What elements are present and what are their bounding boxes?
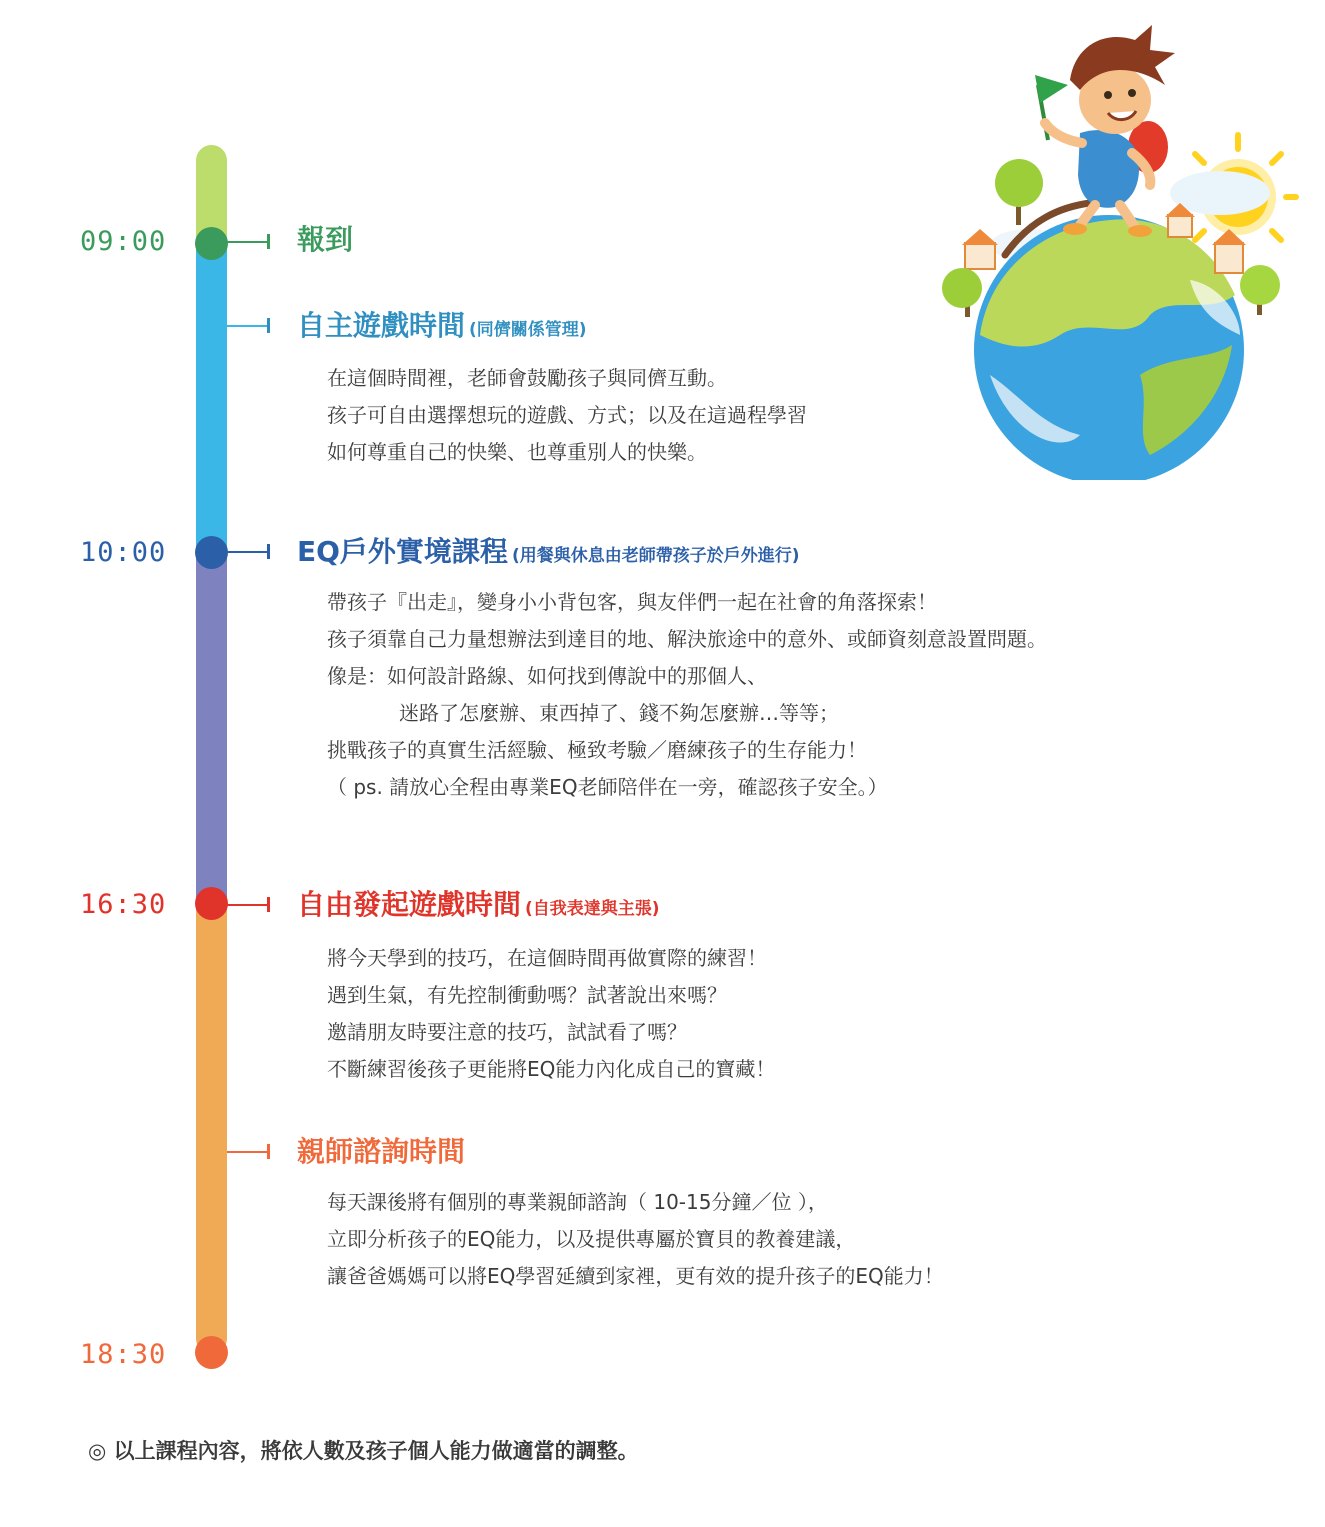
heading-initiated-play-subtitle: (自我表達與主張) — [525, 899, 660, 919]
connector-tick-free-play — [267, 318, 270, 333]
description-line: （ ps. 請放心全程由專業EQ老師陪伴在一旁，確認孩子安全。） — [327, 775, 888, 799]
boy-icon — [1035, 25, 1175, 237]
boy-on-globe-illustration — [920, 15, 1300, 480]
connector-checkin — [227, 241, 269, 243]
description-line: 立即分析孩子的EQ能力，以及提供專屬於寶貝的教養建議， — [327, 1227, 856, 1251]
description-line: 迷路了怎麼辦、東西掉了、錢不夠怎麼辦…等等； — [399, 701, 839, 725]
house-icon — [1212, 229, 1246, 273]
heading-consultation-title: 親師諮詢時間 — [297, 1135, 466, 1168]
time-label-0900: 09:00 — [80, 226, 167, 257]
description-line: 孩子可自由選擇想玩的遊戲、方式；以及在這過程學習 — [327, 403, 807, 427]
heading-eq-outdoor-title: EQ戶外實境課程 — [297, 535, 508, 568]
tree-icon — [1240, 265, 1280, 315]
description-line: 讓爸爸媽媽可以將EQ學習延續到家裡，更有效的提升孩子的EQ能力！ — [327, 1264, 944, 1288]
timeline-segment-orange — [196, 904, 227, 1354]
timeline-segment-purple — [196, 553, 227, 904]
description-line: 帶孩子『出走』，變身小小背包客，與友伴們一起在社會的角落探索！ — [327, 590, 937, 614]
connector-eq-outdoor — [227, 551, 269, 553]
heading-checkin — [297, 223, 353, 257]
heading-initiated-play-title: 自由發起遊戲時間 — [297, 888, 522, 921]
description-initiated-play — [327, 940, 775, 1088]
timeline-node-1830 — [195, 1336, 228, 1369]
connector-initiated-play — [227, 904, 269, 906]
tree-icon — [942, 268, 982, 317]
connector-tick-checkin — [267, 234, 270, 249]
heading-eq-outdoor-subtitle: (用餐與休息由老師帶孩子於戶外進行) — [511, 546, 800, 566]
description-line: 如何尊重自己的快樂、也尊重別人的快樂。 — [327, 440, 707, 464]
description-line: 遇到生氣，有先控制衝動嗎？試著說出來嗎？ — [327, 983, 727, 1007]
description-free-play — [327, 360, 807, 471]
globe-icon — [974, 215, 1244, 480]
time-label-1000: 10:00 — [80, 537, 167, 568]
connector-tick-initiated-play — [267, 897, 270, 912]
description-line: 孩子須靠自己力量想辦法到達目的地、解決旅途中的意外、或師資刻意設置問題。 — [327, 627, 1047, 651]
heading-free-play-subtitle: (同儕關係管理) — [469, 320, 587, 340]
heading-eq-outdoor — [297, 535, 799, 573]
connector-tick-consultation — [267, 1144, 270, 1159]
time-label-1830: 18:30 — [80, 1339, 167, 1370]
timeline-segment-blue — [196, 243, 227, 553]
heading-free-play — [297, 309, 587, 347]
description-line: 將今天學到的技巧，在這個時間再做實際的練習！ — [327, 946, 767, 970]
timeline-node-1630 — [195, 887, 228, 920]
description-consultation — [327, 1184, 944, 1295]
description-line: 不斷練習後孩子更能將EQ能力內化成自己的寶藏！ — [327, 1057, 776, 1081]
heading-free-play-title: 自主遊戲時間 — [297, 309, 466, 342]
description-line: 像是：如何設計路線、如何找到傳說中的那個人、 — [327, 664, 767, 688]
description-line: 挑戰孩子的真實生活經驗、極致考驗／磨練孩子的生存能力！ — [327, 738, 867, 762]
description-line: 每天課後將有個別的專業親師諮詢（ 10-15分鐘／位 ）， — [327, 1190, 828, 1214]
description-eq-outdoor — [327, 584, 1047, 806]
heading-checkin-title: 報到 — [297, 223, 354, 256]
connector-consultation — [227, 1151, 269, 1153]
description-line: 在這個時間裡，老師會鼓勵孩子與同儕互動。 — [327, 366, 727, 390]
connector-tick-eq-outdoor — [267, 544, 270, 559]
connector-free-play — [227, 325, 269, 327]
house-icon — [962, 229, 998, 269]
timeline-node-0900 — [195, 227, 228, 260]
tree-icon — [995, 159, 1043, 225]
heading-initiated-play — [297, 888, 660, 926]
heading-consultation — [297, 1135, 465, 1169]
timeline-node-1000 — [195, 536, 228, 569]
description-line: 邀請朋友時要注意的技巧，試試看了嗎？ — [327, 1020, 687, 1044]
footer-note: ◎ 以上課程內容，將依人數及孩子個人能力做適當的調整。 — [88, 1439, 639, 1463]
time-label-1630: 16:30 — [80, 889, 167, 920]
